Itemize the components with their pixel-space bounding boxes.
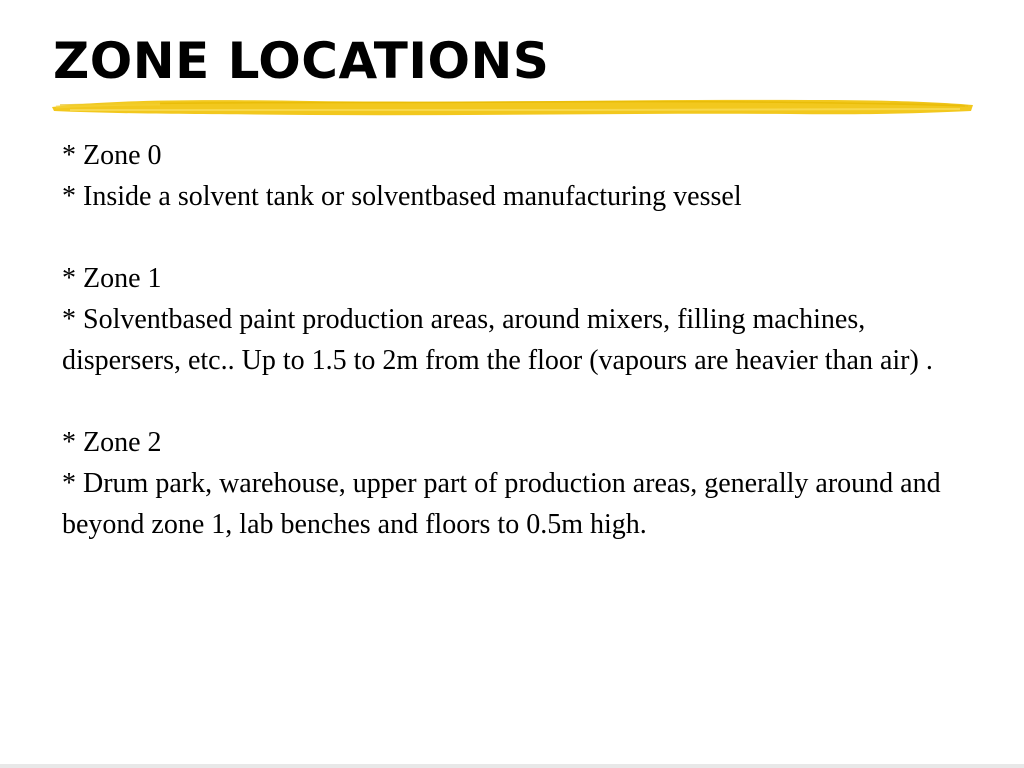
zone-0-description: * Inside a solvent tank or solventbased manufacturing vessel	[62, 181, 742, 212]
slide-title: ZONE LOCATIONS	[53, 32, 550, 90]
zone-1-description: * Solventbased paint production areas, around mixers, filling machines, dispersers, etc.. Up to 1.5 to 2m from the floor (vapours are heavier than air) .	[62, 304, 933, 376]
title-underline-brushstroke	[50, 94, 975, 120]
paragraph-spacer	[62, 381, 977, 422]
zone-2-description: * Drum park, warehouse, upper part of production areas, generally around and beyond zone 1, lab benches and floors to 0.5m high.	[62, 468, 941, 540]
zone-0-heading: * Zone 0	[62, 140, 162, 171]
paragraph-spacer	[62, 217, 977, 258]
zone-1-heading: * Zone 1	[62, 263, 162, 294]
bottom-edge	[0, 764, 1024, 768]
zone-2-heading: * Zone 2	[62, 427, 162, 458]
slide-body	[62, 135, 977, 545]
